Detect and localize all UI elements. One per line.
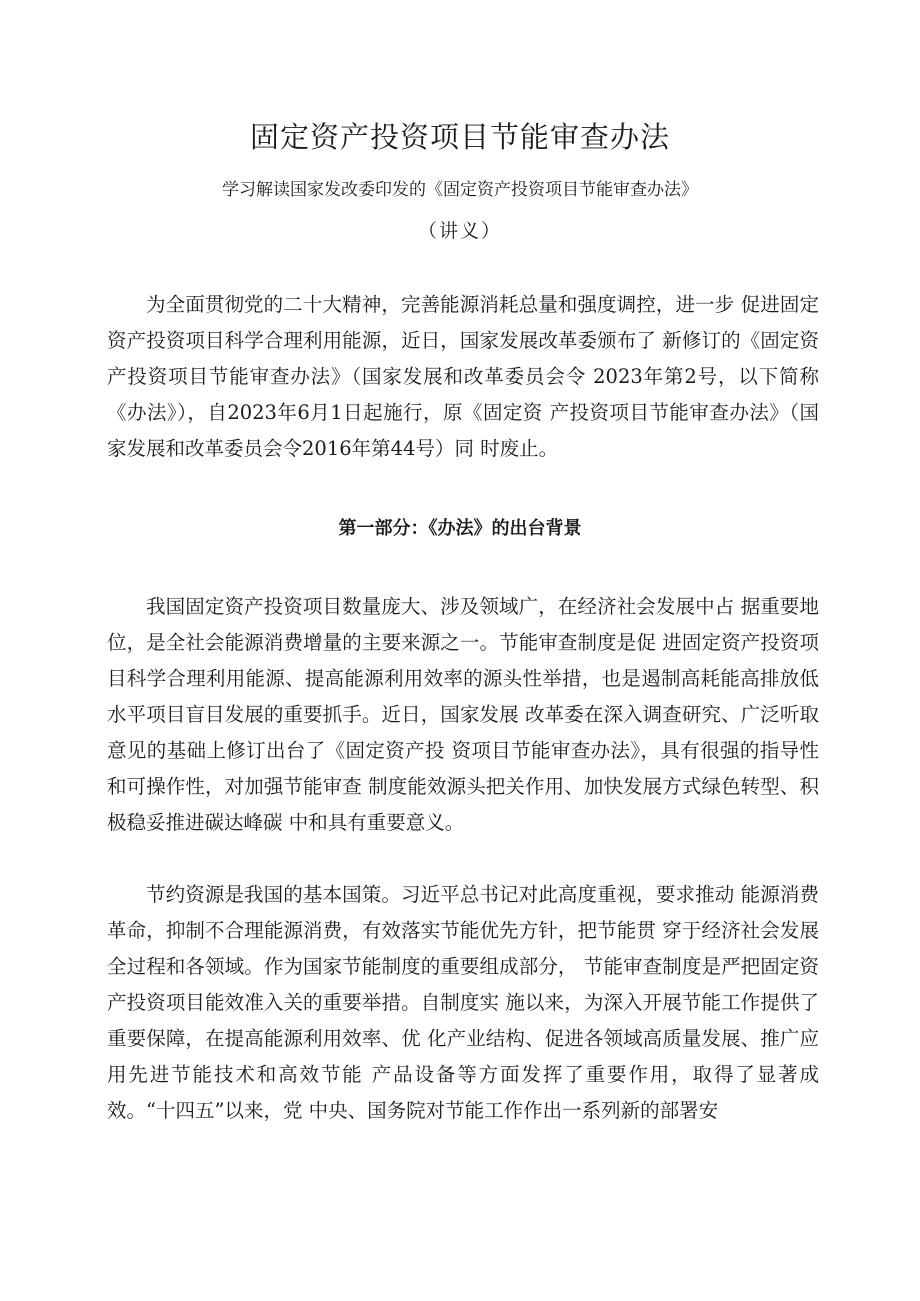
body-paragraph-1: 我国固定资产投资项目数量庞大、涉及领域广，在经济社会发展中占 据重要地位，是全社会能源消费增量的主要来源之一。节能审查制度是促 进固定资产投资项目科学合理利用能源、提高能源利用效率的源头性举措，也是遏制高耗能高排放低水平项目盲目发展的重要抓手。近日，国家发展 改革委在深入调查研究、广泛听取意见的基础上修订出台了《固定资产投 资项目节能审查办法》，具有很强的指导性和可操作性，对加强节能审查 制度能效源头把关作用、加快发展方式绿色转型、积极稳妥推进碳达峰碳 中和具有重要意义。 — [107, 595, 819, 834]
document-title: 固定资产投资项目节能审查办法 — [249, 120, 670, 154]
intro-paragraph: 为全面贯彻党的二十大精神，完善能源消耗总量和强度调控，进一步 促进固定资产投资项目科学合理利用能源，近日，国家发展改革委颁布了 新修订的《固定资产投资项目节能审查办法》（国家发展和改革委员会令 2023年第2号，以下简称《办法》），自2023年6月1日起施行，原《固定资 产投资项目节能审查办法》（国家发展和改革委员会令2016年第44号）同 时废止。 — [107, 293, 819, 460]
document-subtitle: 学习解读国家发改委印发的《固定资产投资项目节能审查办法》 — [222, 180, 698, 200]
section-heading: 第一部分：《办法》的出台背景 — [338, 518, 582, 539]
body-paragraph-2: 节约资源是我国的基本国策。习近平总书记对此高度重视，要求推动 能源消费革命，抑制不合理能源消费，有效落实节能优先方针，把节能贯 穿于经济社会发展全过程和各领域。作为国家节能制度的重要组成部分， 节能审查制度是严把固定资产投资项目能效准入关的重要举措。自制度实 施以来，为深入开展节能工作提供了重要保障，在提高能源利用效率、优 化产业结构、促进各领域高质量发展、推广应用先进节能技术和高效节能 产品设备等方面发挥了重要作用，取得了显著成效。“十四五”以来，党 中央、国务院对节能工作作出一系列新的部署安 — [107, 883, 819, 1122]
document-note: （讲义） — [417, 220, 502, 242]
